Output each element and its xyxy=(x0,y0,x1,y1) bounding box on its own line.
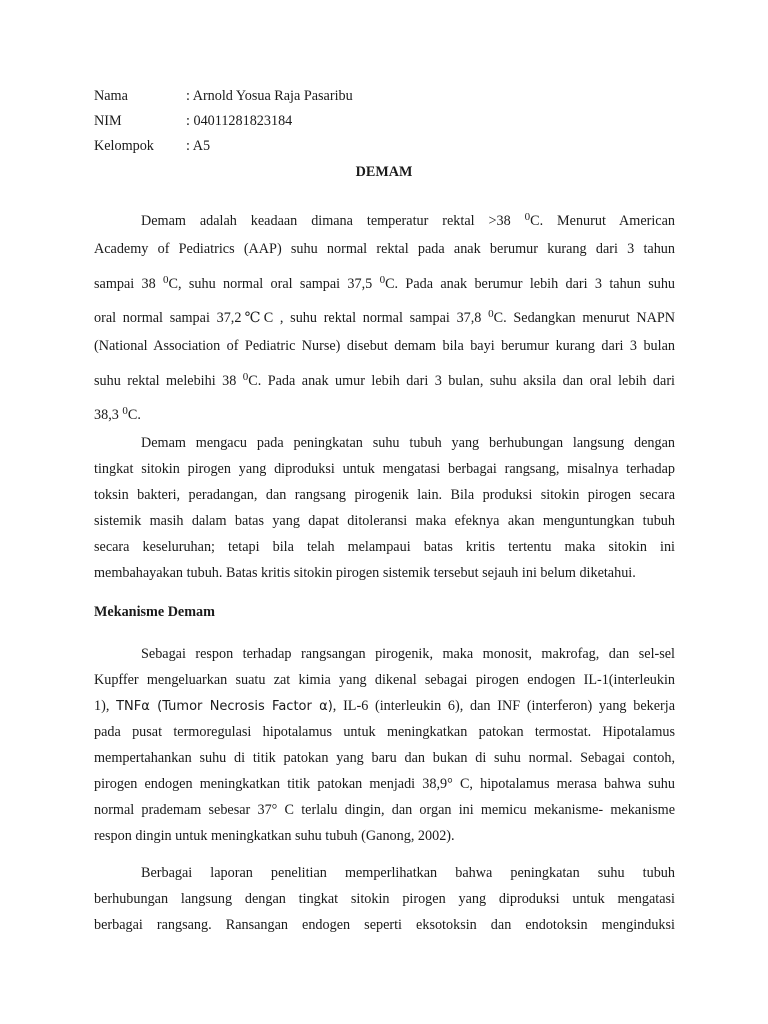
p2-line-1: Demam mengacu pada peningkatan suhu tubuh yang berhubungan langsung dengan xyxy=(141,435,675,451)
p3-line-1: Sebagai respon terhadap rangsangan pirogenik, maka monosit, makrofag, dan sel-sel xyxy=(141,646,675,662)
p1-line-2: Academy of Pediatrics (AAP) suhu normal rektal pada anak berumur kurang dari 3 tahun xyxy=(94,241,675,257)
group-value: : A5 xyxy=(186,138,211,154)
p3-line-8: respon dingin untuk meningkatkan suhu tubuh (Ganong, 2002). xyxy=(94,828,455,844)
p3-line-2: Kupffer mengeluarkan suatu zat kimia yang dikenal sebagai pirogen endogen IL-1(interleukin xyxy=(94,672,675,688)
group-label: Kelompok xyxy=(94,138,154,154)
info-group-row xyxy=(94,136,210,156)
p3-line-3: 1), TNFα (Tumor Necrosis Factor α), IL-6 (interleukin 6), dan INF (interferon) yang bekerja xyxy=(94,698,675,714)
name-label: Nama xyxy=(94,88,128,104)
p2-line-2: tingkat sitokin pirogen yang diproduksi untuk mengatasi berbagai rangsang, misalnya terhadap xyxy=(94,461,675,477)
info-name-row xyxy=(94,86,353,106)
p1-line-6: suhu rektal melebihi 38 $^0$C. Pada anak umur lebih dari 3 bulan, suhu aksila dan oral lebih dari xyxy=(94,371,675,389)
p1-line-4: oral normal sampai 37,2℃C , suhu rektal normal sampai 37,8 $^0$C. Sedangkan menurut NAPN xyxy=(94,308,676,326)
p1-line-3: sampai 38 $^0$C, suhu normal oral sampai 37,5 $^0$C. Pada anak berumur lebih dari 3 tahun suhu xyxy=(94,274,676,292)
p3-line-7: normal prademam sebesar 37° C terlalu dingin, dan organ ini memicu mekanisme- mekanisme xyxy=(94,802,675,818)
p1-line-5: (National Association of Pediatric Nurse) disebut demam bila bayi berumur kurang dari 3 bulan xyxy=(94,338,675,354)
nim-label: NIM xyxy=(94,113,122,129)
paragraph-1 xyxy=(94,201,675,429)
p3-line-6: pirogen endogen meningkatkan titik patokan menjadi 38,9° C, hipotalamus merasa bahwa suhu xyxy=(94,776,675,792)
p2-line-6: membahayakan tubuh. Batas kritis sitokin pirogen sistemik tersebut sejauh ini belum diketahui. xyxy=(94,565,636,581)
section-heading: Mekanisme Demam xyxy=(94,604,215,620)
p3-line-5: mempertahankan suhu di titik patokan yang baru dan bukan di suhu normal. Sebagai contoh, xyxy=(94,750,675,766)
paragraph-2 xyxy=(94,430,675,586)
name-value: : Arnold Yosua Raja Pasaribu xyxy=(186,88,353,104)
p1-line-1: Demam adalah keadaan dimana temperatur rektal >38 $^0$C. Menurut American xyxy=(141,211,675,229)
paragraph-4 xyxy=(94,860,675,938)
p2-line-3: toksin bakteri, peradangan, dan rangsang pirogenik lain. Bila produksi sitokin pirogen secara xyxy=(94,487,675,503)
p1-line-7: 38,3 $^0$C. xyxy=(94,405,141,423)
p3-line-4: pada pusat termoregulasi hipotalamus untuk meningkatkan patokan termostat. Hipotalamus xyxy=(94,724,675,740)
p2-line-4: sistemik masih dalam batas yang dapat ditoleransi maka efeknya akan menguntungkan tubuh xyxy=(94,513,675,529)
page-title: DEMAM xyxy=(355,164,413,180)
p4-line-3: berbagai rangsang. Ransangan endogen seperti eksotoksin dan endotoksin menginduksi xyxy=(94,917,675,933)
info-nim-row xyxy=(94,111,292,131)
nim-value: : 04011281823184 xyxy=(186,113,293,129)
p4-line-2: berhubungan langsung dengan tingkat sitokin pirogen yang diproduksi untuk mengatasi xyxy=(94,891,675,907)
p4-line-1: Berbagai laporan penelitian memperlihatkan bahwa peningkatan suhu tubuh xyxy=(141,865,675,881)
paragraph-3 xyxy=(94,641,675,849)
p2-line-5: secara keseluruhan; tetapi bila telah melampaui batas kritis tertentu maka sitokin ini xyxy=(94,539,675,555)
